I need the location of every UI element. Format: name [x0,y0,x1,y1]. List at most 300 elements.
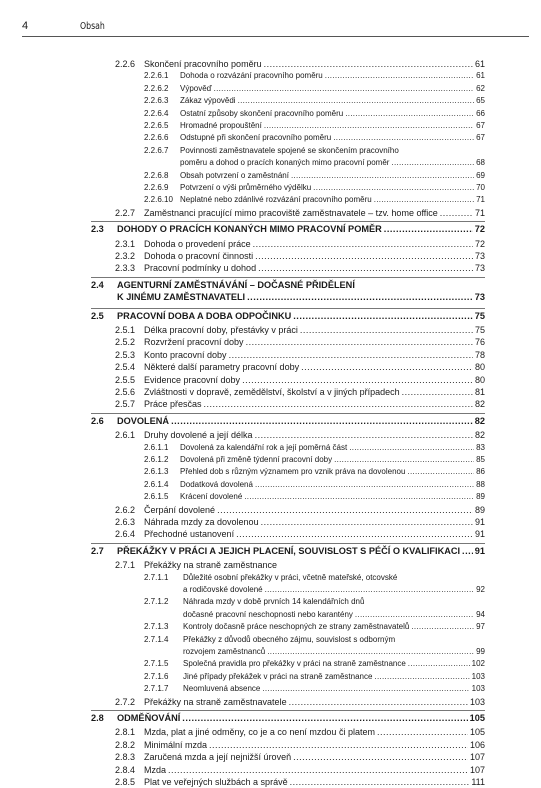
leader-dots [262,683,469,695]
leader-dots [236,528,473,540]
toc-entry-title: Ostatní způsoby skončení pracovního poměru [180,108,344,118]
toc-entry[interactable] [144,479,485,491]
leader-dots [214,83,474,95]
toc-entry-title: Překážky na straně zaměstnavatele [144,696,287,707]
toc-entry[interactable] [144,120,485,132]
leader-dots [313,182,474,194]
toc-entry[interactable] [115,324,485,336]
toc-entry-number: 2.7.1 [115,560,136,571]
toc-entry-line [115,207,485,219]
leader-dots [246,336,473,348]
toc-entry-line [115,776,485,788]
section-rule [91,543,485,544]
toc-entry[interactable] [115,361,485,373]
toc-entry-line [144,95,485,107]
toc-entry-title: DOVOLENÁ [117,415,170,426]
toc-entry-title: Práce přesčas [144,399,202,410]
leader-dots [291,170,474,182]
toc-entry-title: Dohoda o provedení práce [144,238,251,249]
toc-entry-number: 2.3.1 [115,238,136,249]
toc-entry[interactable] [144,466,485,478]
toc-entry[interactable] [115,349,485,361]
leader-dots [261,516,473,528]
section-rule [91,221,485,222]
leader-dots [168,764,468,776]
toc-entry-title: Společná pravidla pro překážky v práci na straně zaměstnance [183,659,406,669]
toc-entry-line [115,349,485,361]
toc-entry-page: 107 [469,764,485,775]
toc-entry-title: Překážky na straně zaměstnance [144,560,278,571]
toc-entry-line [144,70,485,82]
toc-entry-line [144,584,485,596]
toc-entry-number: 2.5.5 [115,374,136,385]
toc-entry-number: 2.2.6.4 [144,108,169,118]
toc-entry-title: Některé další parametry pracovní doby [144,362,300,373]
toc-entry-page: 91 [474,545,485,556]
running-title: Obsah [80,21,105,32]
toc-entry[interactable] [115,336,485,348]
leader-dots [293,751,468,763]
leader-dots [265,584,474,596]
toc-entry-number: 2.6.3 [115,517,136,527]
toc-entry[interactable] [144,70,485,82]
toc-entry[interactable] [144,194,485,206]
toc-entry-title: Čerpání dovolené [144,504,216,515]
toc-entry[interactable] [115,429,485,441]
toc-entry-number: 2.6.4 [115,529,136,540]
toc-entry-number: 2.6.1.1 [144,442,169,452]
toc-entry[interactable] [115,751,485,763]
toc-section[interactable] [91,223,485,235]
toc-entry-line [115,58,485,70]
toc-entry-number: 2.5.3 [115,349,136,360]
toc-entry-line [115,751,485,763]
toc-entry-page: 83 [476,442,485,452]
toc-entry[interactable] [115,739,485,751]
toc-entry-number: 2.5.6 [115,387,136,397]
toc-entry-title: Krácení dovolené [180,492,243,502]
leader-dots [391,157,474,169]
leader-dots [402,386,473,398]
toc-entry-title: poměru a dohod o pracích konaných mimo pracovní poměr [180,158,390,168]
leader-dots [440,207,473,219]
toc-entry-page: 103 [471,684,485,694]
toc-entry-title: Důležité osobní překážky v práci, včetně mateřské, otcovské [183,572,398,582]
toc-entry-line [115,504,485,516]
toc-entry-page: 80 [474,362,485,373]
toc-entry-title: Výpověď [180,83,212,93]
toc-entry-page: 99 [476,646,485,656]
toc-entry-title: Mzda, plat a jiné odměny, co je a co není mzdou či platem [144,727,375,738]
toc-entry[interactable] [144,634,485,659]
toc-entry-page: 71 [474,207,485,218]
leader-dots [267,646,474,658]
toc-entry-line [144,479,485,491]
toc-entry-number: 2.7.1.1 [144,572,169,582]
leader-dots [334,454,474,466]
toc-entry-page: 89 [476,492,485,502]
leader-dots [407,466,474,478]
toc-entry[interactable] [144,683,485,695]
toc-entry-line [115,250,485,262]
toc-entry-title: Náhrada mzdy za dovolenou [144,516,259,527]
toc-entry-page: 91 [474,516,485,527]
toc-entry-line [115,528,485,540]
toc-entry-title: Kontroly dočasně práce neschopných ze strany zaměstnavatelů [183,622,410,632]
toc-entry[interactable] [115,516,485,528]
toc-entry-title: Překážky z důvodů obecného zájmu, souvislost s odborným [183,634,396,644]
toc-entry-page: 111 [471,776,485,787]
toc-entry-number: 2.8.2 [115,739,136,750]
leader-dots [238,95,475,107]
toc-entry-page: 65 [476,96,485,106]
toc-entry-title: Dohoda o pracovní činnosti [144,250,254,261]
toc-entry-number: 2.2.6.9 [144,183,169,192]
leader-dots [247,291,473,303]
toc-entry-line [144,671,485,683]
toc-entry-number: 2.2.6.2 [144,83,169,93]
leader-dots [255,479,474,491]
toc-entry-page: 82 [474,415,485,426]
toc-entry-page: 61 [476,71,485,81]
toc-entry-line [115,429,485,441]
toc-entry-line [115,262,485,274]
leader-dots [290,776,470,788]
leader-dots [333,132,474,144]
toc-entry-page: 72 [474,238,485,249]
toc-entry-line [144,145,485,157]
leader-dots [349,442,474,454]
toc-entry-line [115,516,485,528]
toc-entry[interactable] [144,596,485,621]
leader-dots [325,70,474,82]
leader-dots [374,194,474,206]
toc-entry[interactable] [115,528,485,540]
toc-entry-page: 62 [476,83,485,93]
toc-entry-title: Délka pracovní doby, přestávky v práci [144,324,298,335]
toc-entry-line [91,415,485,427]
leader-dots [204,398,473,410]
toc-entry-line [91,545,485,557]
toc-entry-line [115,739,485,751]
toc-entry[interactable] [144,182,485,194]
toc-entry-number: 2.3.3 [115,263,136,274]
toc-entry-title: Zaručená mzda a její nejnižší úroveň [144,752,292,763]
toc-entry-title: rozvojem zaměstnanců [183,646,266,656]
toc-entry-number: 2.2.6.3 [144,96,169,106]
toc-entry-title: a rodičovské dovolené [183,584,263,594]
leader-dots [301,361,473,373]
toc-entry-page: 78 [474,349,485,360]
leader-dots [411,621,474,633]
section-rule [91,308,485,309]
leader-dots [345,108,474,120]
toc-entry-page: 70 [476,182,485,192]
toc-entry-title: Druhy dovolené a její délka [144,430,253,441]
toc-entry-title: Hromadné propouštění [180,120,262,130]
toc-entry-page: 69 [476,170,485,180]
toc-entry-line [115,324,485,336]
toc-entry-line [115,336,485,348]
toc-entry-line [144,596,485,608]
leader-dots [300,324,473,336]
toc-entry-line [115,726,485,738]
toc-entry-title: Zvláštnosti v dopravě, zemědělství, školství a v jiných případech [144,386,400,397]
toc-entry-page: 103 [471,671,485,681]
toc-entry-line [91,279,485,291]
toc-entry-line [91,223,485,235]
toc-entry-line [144,132,485,144]
toc-entry-number: 2.8 [91,713,104,723]
toc-entry-title: Jiné případy překážek v práci na straně zaměstnance [183,671,373,681]
leader-dots [182,712,467,724]
toc-entry-number: 2.2.7 [115,207,136,218]
toc-entry-number: 2.7.1.7 [144,684,169,694]
toc-entry-title: Skončení pracovního poměru [144,58,262,69]
toc-entry[interactable] [144,621,485,633]
toc-entry-page: 67 [476,133,485,143]
toc-entry-line [144,466,485,478]
toc-entry-title: ODMĚŇOVÁNÍ [117,712,181,723]
toc-entry[interactable] [115,726,485,738]
toc-entry-line [144,83,485,95]
toc-entry-page: 61 [474,58,485,69]
toc-entry-line [115,238,485,250]
leader-dots [374,671,469,683]
leader-dots [408,658,470,670]
toc-entry-title: K JINÉMU ZAMĚSTNAVATELI [117,292,246,303]
leader-dots [462,545,473,557]
leader-dots [289,696,468,708]
page-number: 4 [22,20,29,32]
toc-entry-title: Potvrzení o výši průměrného výdělku [180,182,312,192]
toc-entry-page: 105 [469,727,485,738]
toc-entry-page: 72 [474,224,485,235]
toc-entry-number: 2.3 [91,224,104,235]
toc-entry-page: 92 [476,584,485,594]
toc-section[interactable] [91,712,485,724]
toc-entry[interactable] [115,58,485,70]
toc-entry[interactable] [115,696,485,708]
toc-entry-number: 2.6.1.2 [144,455,169,464]
toc-entry-page: 94 [476,609,485,619]
toc-entry-page: 91 [474,529,485,540]
toc-entry-number: 2.2.6.10 [144,195,173,205]
toc-entry-line [144,120,485,132]
toc-entry-number: 2.6 [91,415,104,426]
toc-entry[interactable] [144,170,485,182]
toc-entry[interactable] [144,145,485,170]
toc-entry-line [91,291,485,303]
toc-entry-title: AGENTURNÍ ZAMĚSTNÁVÁNÍ – DOČASNÉ PŘIDĚLENÍ [117,279,355,290]
toc-entry[interactable] [115,238,485,250]
leader-dots [229,349,473,361]
toc-entry-title: Zaměstnanci pracující mimo pracoviště zaměstnavatele – tzv. home office [144,207,438,218]
toc-entry-title: Plat ve veřejných službách a správě [144,776,288,787]
toc-entry-number: 2.4 [91,279,104,290]
toc-entry[interactable] [144,658,485,670]
toc-entry-number: 2.7.1.4 [144,634,169,644]
toc-entry[interactable] [144,671,485,683]
leader-dots [355,609,474,621]
toc-entry-title: Rozvržení pracovní doby [144,337,244,348]
toc-entry-page: 85 [476,454,485,464]
toc-entry-number: 2.5 [91,310,104,321]
toc-entry-number: 2.8.5 [115,777,136,787]
toc-entry-line [144,683,485,695]
toc-entry-line [115,374,485,386]
toc-entry-number: 2.7.2 [115,696,136,707]
toc-section[interactable] [91,415,485,427]
leader-dots [384,223,473,235]
toc-entry-number: 2.5.7 [115,399,136,410]
toc-entry-page: 75 [474,324,485,335]
toc-entry-number: 2.7 [91,545,104,556]
leader-dots [253,238,473,250]
toc-entry-line [144,194,485,206]
leader-dots [264,120,474,132]
toc-entry-title: Přehled dob s různým významem pro vznik práva na dovolenou [180,467,406,477]
toc-entry[interactable] [115,559,485,571]
toc-entry-line [115,559,485,571]
toc-entry-title: Odstupné při skončení pracovního poměru [180,133,332,143]
toc-entry-line [144,442,485,454]
toc-entry-title: Dovolená při změně týdenní pracovní doby [180,454,333,464]
toc-entry-line [144,572,485,584]
toc-entry-title: Neplatné nebo zdánlivé rozvázání pracovního poměru [180,195,372,205]
toc-section[interactable] [91,310,485,322]
section-rule [91,277,485,278]
toc-entry[interactable] [115,776,485,788]
toc-entry-page: 71 [476,195,485,205]
toc-entry-line [144,157,485,169]
leader-dots [264,58,473,70]
toc-entry[interactable] [144,491,485,503]
toc-entry-title: Dodatková dovolená [180,479,253,489]
toc-entry-page: 88 [476,479,485,489]
toc-entry-title: dočasné pracovní neschopnosti nebo karantény [183,609,353,619]
toc-entry[interactable] [144,83,485,95]
toc-entry-number: 2.5.1 [115,325,136,335]
leader-dots [244,491,474,503]
toc-entry-line [115,386,485,398]
toc-entry-page: 102 [471,659,485,669]
toc-entry[interactable] [144,454,485,466]
toc-entry-title: Mzda [144,764,167,775]
toc-entry-number: 2.8.1 [115,727,136,738]
toc-entry-title: Evidence pracovní doby [144,374,241,385]
toc-entry[interactable] [144,442,485,454]
toc-entry-page: 76 [474,337,485,348]
toc-section[interactable] [91,279,485,304]
toc-entry-number: 2.6.1.5 [144,492,169,502]
toc-entry-page: 82 [474,399,485,410]
toc-entry-line [144,658,485,670]
toc-entry-page: 86 [476,467,485,477]
toc-entry-line [144,634,485,646]
toc-entry-page: 73 [474,250,485,261]
leader-dots [255,429,473,441]
toc-entry-line [115,696,485,708]
toc-entry-title: Konto pracovní doby [144,349,227,360]
toc-entry-number: 2.2.6.8 [144,170,169,180]
toc-entry-title: Dovolená za kalendářní rok a její poměrná část [180,442,348,452]
toc-entry-line [144,491,485,503]
toc-entry-line [144,621,485,633]
toc-entry-line [115,764,485,776]
toc-entry[interactable] [115,262,485,274]
toc-entry-page: 106 [469,739,485,750]
toc-entry-line [144,646,485,658]
toc-entry[interactable] [144,132,485,144]
toc-entry-title: Dohoda o rozvázání pracovního poměru [180,71,323,81]
toc-entry[interactable] [115,504,485,516]
toc-entry-line [91,310,485,322]
toc-entry-number: 2.2.6.6 [144,133,169,143]
toc-entry-line [115,361,485,373]
toc-entry-number: 2.2.6.7 [144,145,169,155]
leader-dots [209,739,468,751]
toc-entry-title: Zákaz výpovědi [180,96,236,106]
toc-entry-title: Neomluvená absence [183,684,261,694]
toc-entry-line [144,609,485,621]
toc-entry[interactable] [115,207,485,219]
leader-dots [377,726,468,738]
toc-entry-page: 103 [469,696,485,707]
leader-dots [171,415,473,427]
toc-entry[interactable] [115,374,485,386]
toc-entry[interactable] [115,764,485,776]
toc-entry-title: Pracovní podmínky u dohod [144,263,257,274]
toc-entry-page: 89 [474,504,485,515]
toc-entry-page: 67 [476,120,485,130]
toc-entry[interactable] [144,95,485,107]
toc-entry-number: 2.8.4 [115,764,136,775]
toc-entry-number: 2.6.2 [115,504,136,515]
toc-entry-line [144,108,485,120]
toc-entry-page: 80 [474,374,485,385]
toc-entry[interactable] [144,108,485,120]
toc-entry-page: 82 [474,430,485,441]
toc-entry-title: Povinnosti zaměstnavatele spojené se skončením pracovního [180,145,399,155]
toc-entry[interactable] [115,386,485,398]
toc-entry-page: 73 [474,263,485,274]
toc-entry-number: 2.3.2 [115,251,136,261]
leader-dots [258,262,473,274]
toc-entry-number: 2.7.1.5 [144,659,169,669]
section-rule [91,413,485,414]
toc-section[interactable] [91,545,485,557]
toc-entry-title: Obsah potvrzení o zaměstnání [180,170,289,180]
toc-entry-page: 68 [476,158,485,168]
leader-dots [242,374,473,386]
leader-dots [293,310,473,322]
toc-entry-title: Přechodné ustanovení [144,529,235,540]
toc-entry-page: 97 [476,622,485,632]
toc-entry-number: 2.2.6.1 [144,71,169,81]
toc-entry-page: 105 [469,712,485,723]
toc-entry-line [91,712,485,724]
toc-entry[interactable] [115,398,485,410]
toc-entry-number: 2.6.1.4 [144,479,169,489]
toc-entry-number: 2.6.1.3 [144,467,169,477]
toc-entry-title: Minimální mzda [144,739,208,750]
toc-entry-title: DOHODY O PRACÍCH KONANÝCH MIMO PRACOVNÍ POMĚR [117,224,382,235]
toc-entry-line [144,182,485,194]
toc-entry[interactable] [115,250,485,262]
toc-entry[interactable] [144,572,485,597]
toc-entry-title: PŘEKÁŽKY V PRÁCI A JEJICH PLACENÍ, SOUVISLOST S PÉČÍ O KVALIFIKACI [117,545,461,556]
